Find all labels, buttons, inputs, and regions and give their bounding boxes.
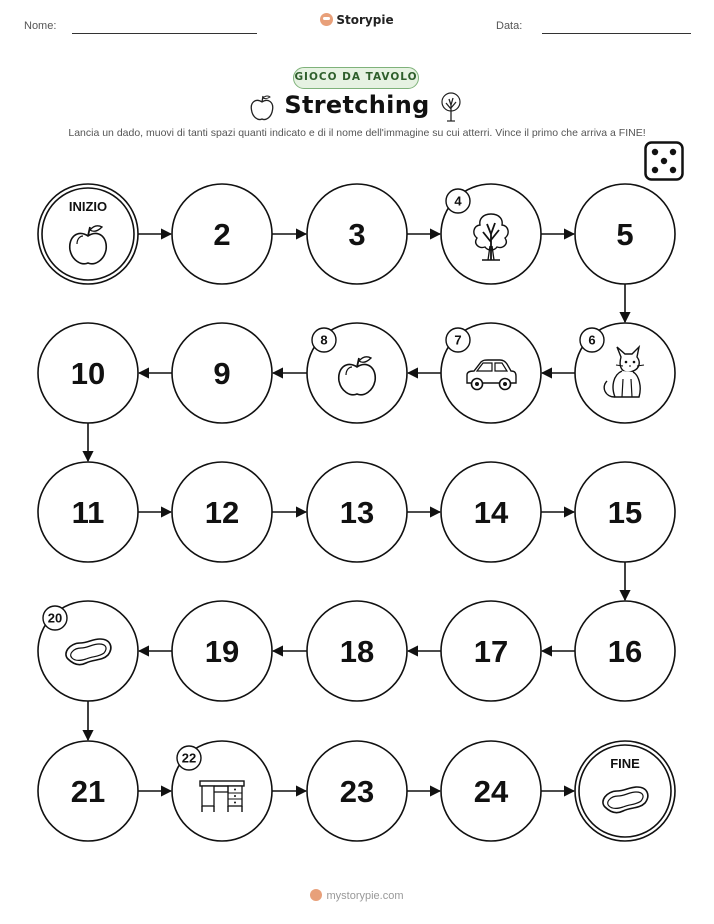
- space-number: 8: [320, 332, 328, 348]
- space-number: 4: [454, 193, 462, 209]
- space-number: 5: [616, 217, 634, 252]
- space-number: 2: [213, 217, 231, 252]
- board-space-23: [307, 741, 407, 841]
- space-number: 15: [607, 495, 643, 530]
- board-space-24: [441, 741, 541, 841]
- space-number: 20: [47, 610, 63, 626]
- game-type-badge: GIOCO DA TAVOLO: [293, 67, 419, 89]
- board-space-17: [441, 601, 541, 701]
- board-space-8: [307, 323, 407, 423]
- board-space-13: [307, 462, 407, 562]
- space-number: 6: [588, 332, 596, 348]
- start-label: INIZIO: [68, 199, 108, 214]
- space-number: 23: [339, 774, 375, 809]
- space-number: 21: [70, 774, 106, 809]
- board-space-6: [575, 323, 675, 423]
- board-space-22: [172, 741, 272, 841]
- board-space-11: [38, 462, 138, 562]
- board-space-12: [172, 462, 272, 562]
- board-space-1: [38, 184, 138, 284]
- board-space-25: [575, 741, 675, 841]
- board-space-9: [172, 323, 272, 423]
- brand-name: Storypie: [336, 13, 394, 27]
- instructions: Lancia un dado, muovi di tanti spazi quanti indicato e di il nome dell'immagine su cui atterri. Vince il primo che arriva a FINE!: [68, 127, 646, 139]
- board-space-4: [441, 184, 541, 284]
- page-title: Stretching: [284, 91, 430, 119]
- space-number: 11: [71, 495, 105, 530]
- space-number: 17: [473, 634, 509, 669]
- date-label: Data:: [496, 20, 523, 32]
- space-number: 10: [70, 356, 106, 391]
- space-number: 22: [181, 750, 197, 766]
- space-number: 7: [454, 332, 462, 348]
- mascot-icon: [310, 889, 322, 901]
- space-number: 13: [339, 495, 375, 530]
- space-number: 12: [204, 495, 240, 530]
- footer: [0, 889, 714, 902]
- board-space-16: [575, 601, 675, 701]
- space-number: 14: [473, 495, 509, 530]
- footer-url: mystorypie.com: [326, 890, 404, 902]
- board-space-18: [307, 601, 407, 701]
- board-space-10: [38, 323, 138, 423]
- finish-label: FINE: [610, 756, 640, 771]
- board-space-5: [575, 184, 675, 284]
- board-space-21: [38, 741, 138, 841]
- space-number: 3: [348, 217, 366, 252]
- space-number: 16: [607, 634, 643, 669]
- board-space-2: [172, 184, 272, 284]
- board-space-20: [38, 601, 138, 701]
- name-label: Nome:: [24, 20, 57, 32]
- board-space-15: [575, 462, 675, 562]
- space-number: 19: [204, 634, 240, 669]
- board-space-14: [441, 462, 541, 562]
- space-number: 24: [473, 774, 509, 809]
- space-number: 9: [213, 356, 231, 391]
- board-space-3: [307, 184, 407, 284]
- board-space-19: [172, 601, 272, 701]
- space-number: 18: [339, 634, 375, 669]
- board-space-7: [441, 323, 541, 423]
